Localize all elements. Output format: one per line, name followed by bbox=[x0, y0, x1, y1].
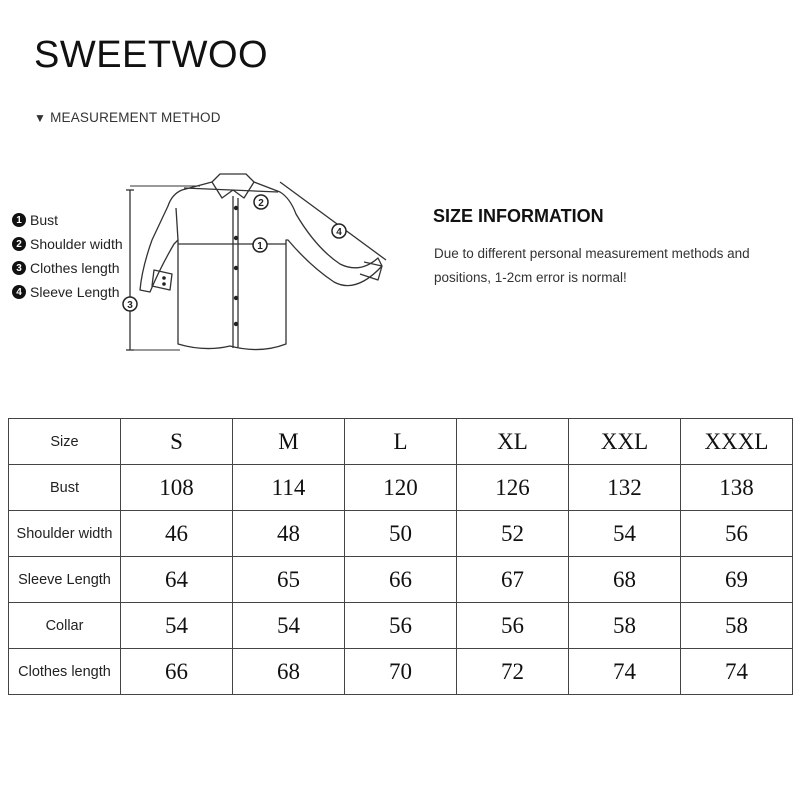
shirt-button bbox=[234, 296, 238, 300]
table-cell: 54 bbox=[569, 511, 681, 557]
size-note-line: Due to different personal measurement methods and bbox=[434, 246, 750, 261]
table-cell: 52 bbox=[457, 511, 569, 557]
table-cell: 68 bbox=[233, 649, 345, 695]
table-cell: 120 bbox=[345, 465, 457, 511]
legend-label: Sleeve Length bbox=[30, 284, 120, 300]
legend-item-clothes-length bbox=[12, 256, 123, 280]
table-cell: 68 bbox=[569, 557, 681, 603]
table-row-clothes-length bbox=[9, 649, 793, 695]
table-cell: 56 bbox=[681, 511, 793, 557]
table-row-bust bbox=[9, 465, 793, 511]
legend-label: Shoulder width bbox=[30, 236, 123, 252]
legend-number-badge: 3 bbox=[12, 261, 26, 275]
diagram-marker-clothes-length: 3 bbox=[127, 300, 133, 311]
table-cell: 72 bbox=[457, 649, 569, 695]
size-column-l: L bbox=[345, 419, 457, 465]
shirt-cuff-button bbox=[162, 282, 166, 286]
size-column-m: M bbox=[233, 419, 345, 465]
legend-item-sleeve-length bbox=[12, 280, 123, 304]
row-label: Sleeve Length bbox=[9, 557, 121, 603]
row-label: Bust bbox=[9, 465, 121, 511]
size-chart-table bbox=[8, 418, 793, 695]
measurement-method-label: MEASUREMENT METHOD bbox=[50, 110, 221, 125]
size-column-xxxl: XXXL bbox=[681, 419, 793, 465]
row-label: Clothes length bbox=[9, 649, 121, 695]
table-cell: 114 bbox=[233, 465, 345, 511]
shirt-cuff-button bbox=[162, 276, 166, 280]
table-cell: 126 bbox=[457, 465, 569, 511]
table-cell: 65 bbox=[233, 557, 345, 603]
legend-number-badge: 4 bbox=[12, 285, 26, 299]
table-cell: 74 bbox=[681, 649, 793, 695]
table-cell: 46 bbox=[121, 511, 233, 557]
table-cell: 54 bbox=[121, 603, 233, 649]
size-information-title: SIZE INFORMATION bbox=[433, 206, 604, 226]
table-cell: 70 bbox=[345, 649, 457, 695]
table-cell: 54 bbox=[233, 603, 345, 649]
legend-label: Bust bbox=[30, 212, 59, 228]
size-information-note bbox=[434, 242, 774, 290]
table-cell: 58 bbox=[569, 603, 681, 649]
legend-item-shoulder-width bbox=[12, 232, 123, 256]
table-cell: 56 bbox=[345, 603, 457, 649]
diagram-marker-sleeve: 4 bbox=[336, 227, 342, 238]
table-cell: 74 bbox=[569, 649, 681, 695]
legend-item-bust bbox=[12, 208, 123, 232]
size-note-line: positions, 1-2cm error is normal! bbox=[434, 270, 627, 285]
table-cell: 108 bbox=[121, 465, 233, 511]
size-column-xl: XL bbox=[457, 419, 569, 465]
measurement-legend bbox=[12, 208, 123, 304]
legend-number-badge: 1 bbox=[12, 213, 26, 227]
diagram-marker-shoulder: 2 bbox=[258, 198, 264, 209]
table-cell: 66 bbox=[345, 557, 457, 603]
shirt-button bbox=[234, 322, 238, 326]
table-row-sleeve-length bbox=[9, 557, 793, 603]
table-cell: 67 bbox=[457, 557, 569, 603]
row-label: Shoulder width bbox=[9, 511, 121, 557]
diagram-marker-bust: 1 bbox=[257, 241, 263, 252]
table-cell: 66 bbox=[121, 649, 233, 695]
brand-title: SWEETWOO bbox=[34, 34, 269, 76]
table-cell: 50 bbox=[345, 511, 457, 557]
table-cell: 58 bbox=[681, 603, 793, 649]
size-column-xxl: XXL bbox=[569, 419, 681, 465]
shirt-left-sleeve bbox=[176, 208, 178, 240]
measurement-method-heading bbox=[34, 110, 221, 125]
legend-number-badge: 2 bbox=[12, 237, 26, 251]
table-cell: 56 bbox=[457, 603, 569, 649]
table-row-collar bbox=[9, 603, 793, 649]
table-cell: 138 bbox=[681, 465, 793, 511]
shirt-button bbox=[234, 266, 238, 270]
table-cell: 48 bbox=[233, 511, 345, 557]
row-label: Collar bbox=[9, 603, 121, 649]
shirt-button bbox=[234, 236, 238, 240]
shirt-right-cuff bbox=[360, 262, 382, 280]
triangle-down-icon: ▼ bbox=[34, 111, 47, 125]
legend-label: Clothes length bbox=[30, 260, 120, 276]
size-header-label: Size bbox=[9, 419, 121, 465]
size-header-row bbox=[9, 419, 793, 465]
table-cell: 132 bbox=[569, 465, 681, 511]
shirt-button bbox=[234, 206, 238, 210]
size-column-s: S bbox=[121, 419, 233, 465]
shirt-collar bbox=[212, 174, 254, 198]
shirt-measurement-diagram bbox=[120, 168, 390, 358]
table-cell: 69 bbox=[681, 557, 793, 603]
table-cell: 64 bbox=[121, 557, 233, 603]
table-row-shoulder-width bbox=[9, 511, 793, 557]
